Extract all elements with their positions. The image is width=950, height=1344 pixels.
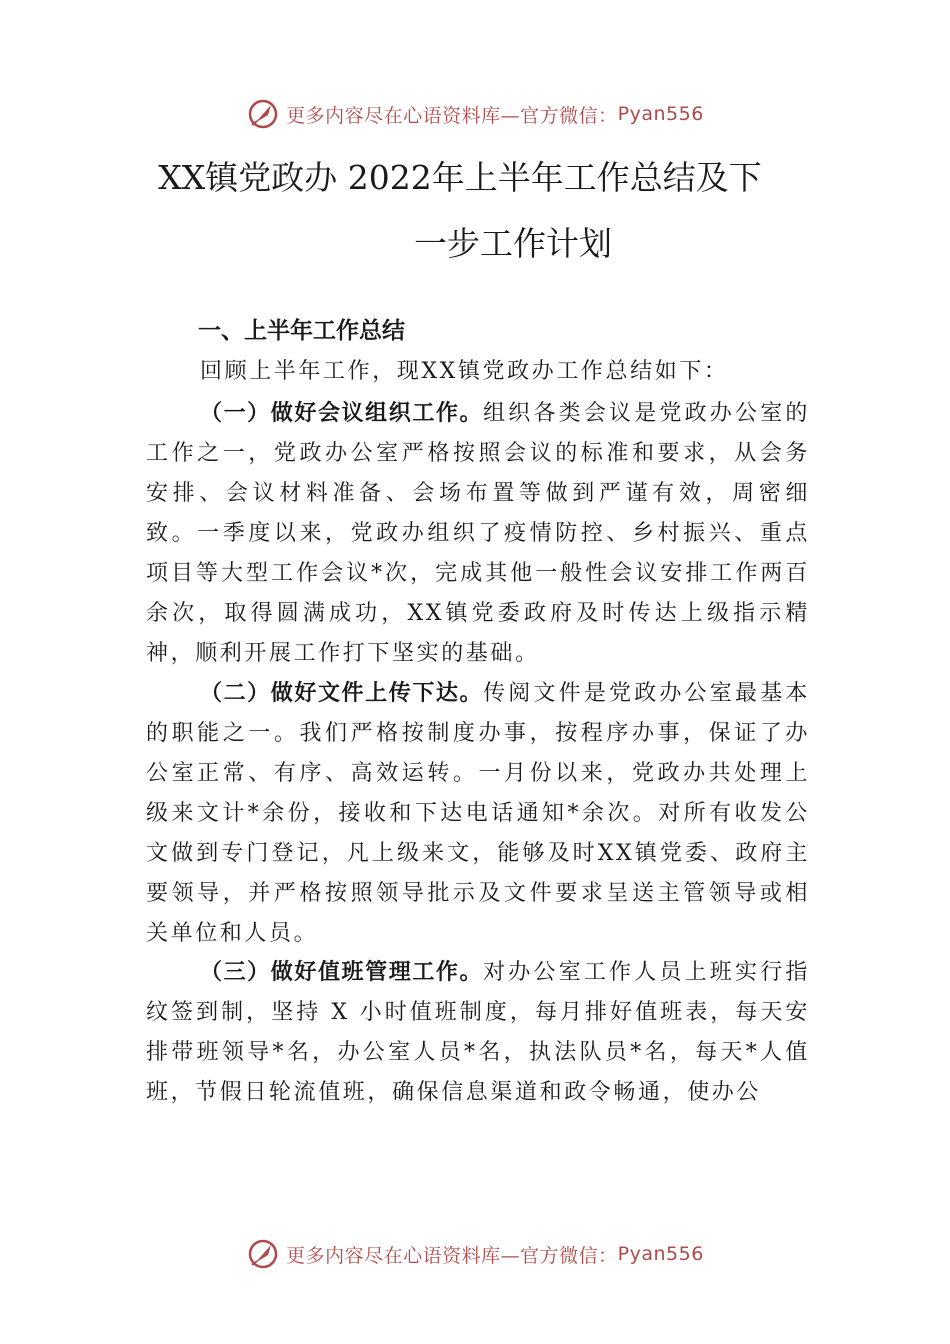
quill-logo-icon <box>246 97 280 131</box>
watermark-header <box>0 94 950 134</box>
item-body-3: 对办公室工作人员上班实行指纹签到制，坚持 X 小时值班制度，每月排好值班表，每天安排带班领导*名，办公室人员*名，执法队员*名，每天*人值班，节假日轮流值班，确保信息渠道和政令畅通，使办公 <box>146 960 810 1105</box>
quill-logo-icon <box>246 1237 280 1271</box>
watermark-footer <box>0 1234 950 1274</box>
item-paragraph-3 <box>146 953 810 1113</box>
watermark-handle: Pyan556 <box>617 1243 704 1265</box>
watermark-handle: Pyan556 <box>617 103 704 125</box>
item-body-1: 组织各类会议是党政办公室的工作之一，党政办公室严格按照会议的标准和要求，从会务安排、会议材料准备、会场布置等做到严谨有效，周密细致。一季度以来，党政办组织了疫情防控、乡村振兴、重点项目等大型工作会议*次，完成其他一般性会议安排工作两百余次，取得圆满成功，XX镇党委政府及时传达上级指示精神，顺利开展工作打下坚实的基础。 <box>146 401 810 666</box>
section-heading: 一、上半年工作总结 <box>198 318 405 344</box>
item-heading-2: （二）做好文件上传下达。 <box>200 681 484 706</box>
item-heading-1: （一）做好会议组织工作。 <box>200 401 484 426</box>
watermark-text: 更多内容尽在心语资料库—官方微信： <box>286 104 618 127</box>
intro-paragraph: 回顾上半年工作，现XX镇党政办工作总结如下： <box>200 359 729 384</box>
item-paragraph-2 <box>146 674 810 954</box>
item-heading-3: （三）做好值班管理工作。 <box>200 960 484 985</box>
document-title-line2: 一步工作计划 <box>414 224 612 263</box>
item-paragraph-1 <box>146 394 810 674</box>
item-body-2: 传阅文件是党政办公室最基本的职能之一。我们严格按制度办事，按程序办事，保证了办公室正常、有序、高效运转。一月份以来，党政办共处理上级来文计*余份，接收和下达电话通知*余次。对所有收发公文做到专门登记，凡上级来文，能够及时XX镇党委、政府主要领导，并严格按照领导批示及文件要求呈送主管领导或相关单位和人员。 <box>146 681 810 946</box>
document-title-line1: XX镇党政办 2022年上半年工作总结及下 <box>158 158 762 197</box>
watermark-text: 更多内容尽在心语资料库—官方微信： <box>286 1244 618 1267</box>
